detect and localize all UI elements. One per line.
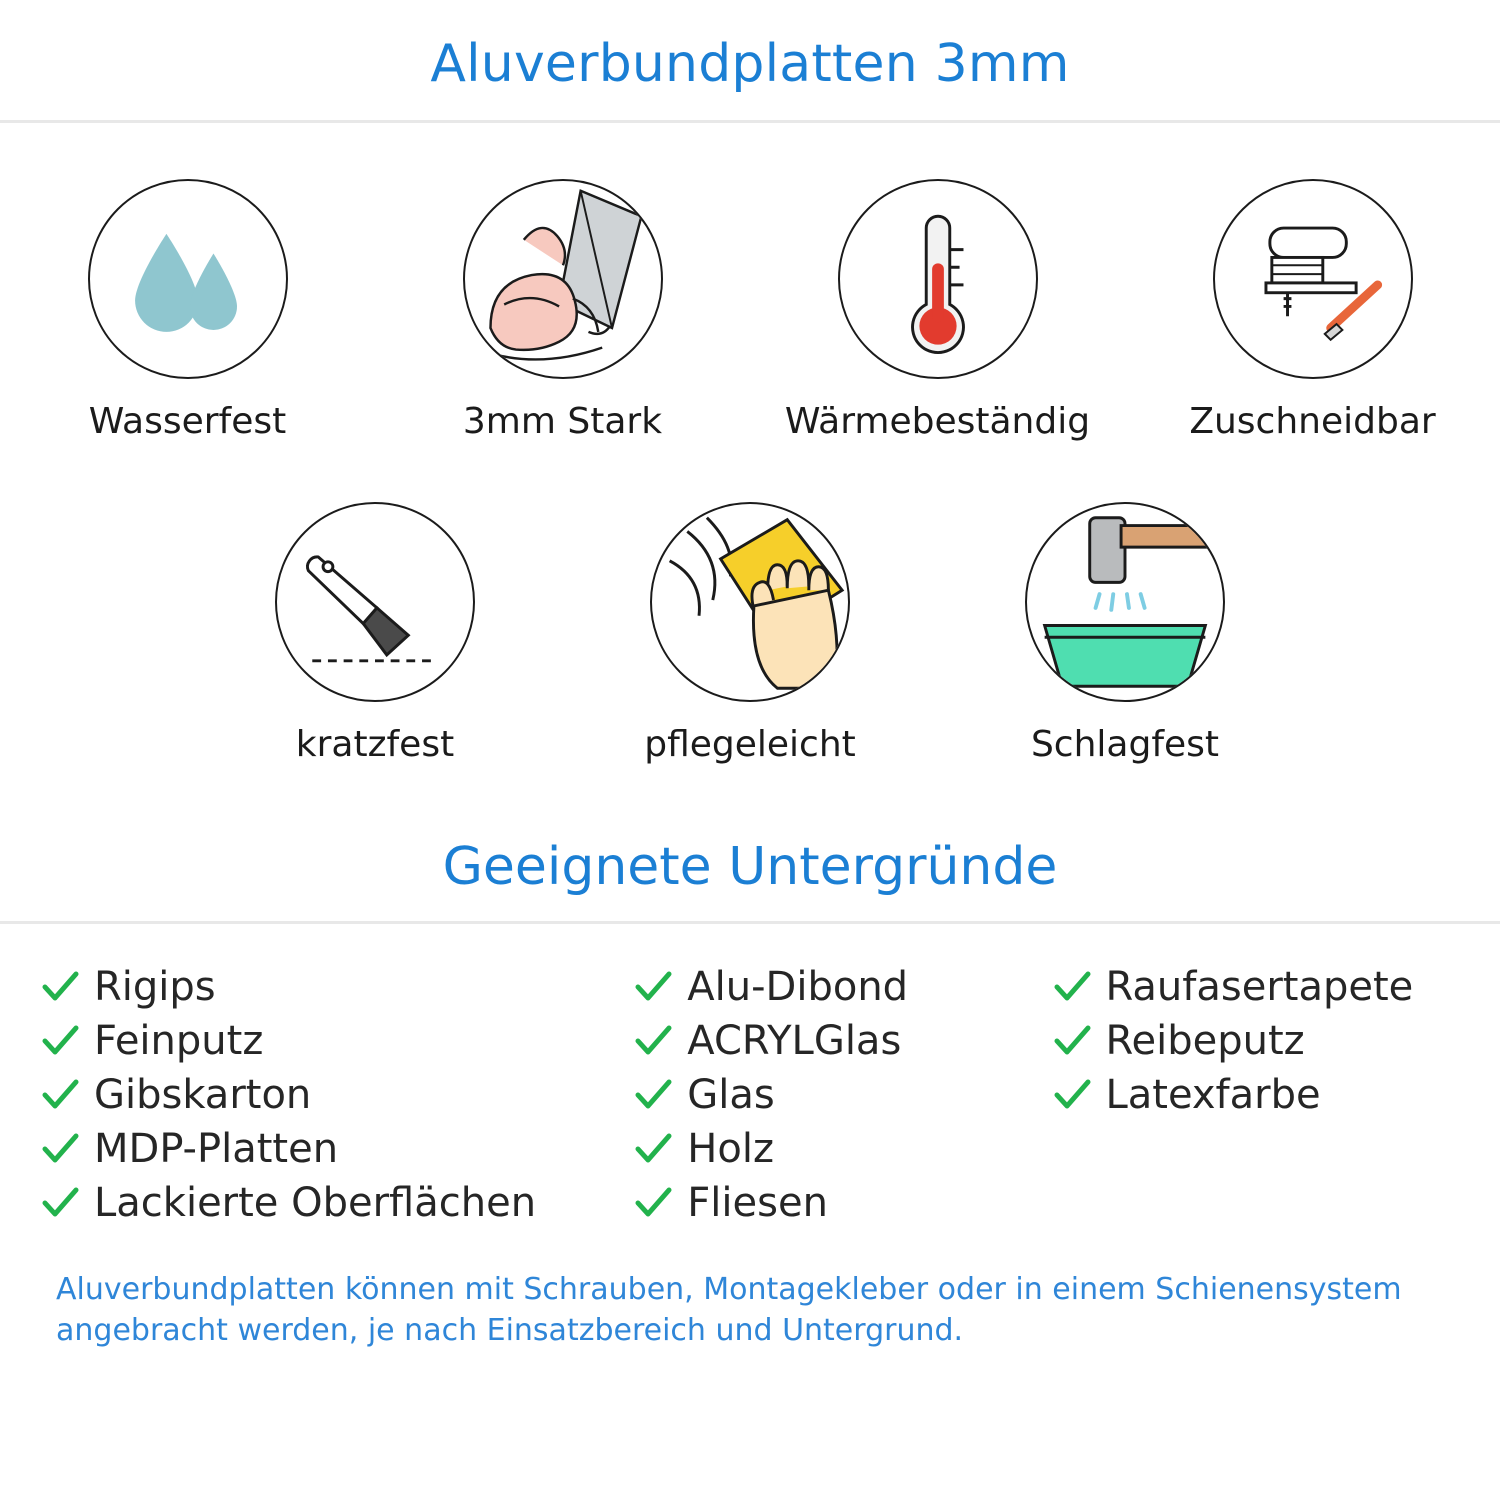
substrates-column-2 bbox=[633, 960, 1051, 1230]
list-item bbox=[633, 960, 1051, 1014]
feature-row-1 bbox=[0, 179, 1500, 442]
list-item-label: Alu-Dibond bbox=[687, 964, 909, 1010]
list-item-label: Lackierte Oberflächen bbox=[94, 1180, 537, 1226]
list-item-label: Glas bbox=[687, 1072, 775, 1118]
feature-label: Zuschneidbar bbox=[1189, 401, 1436, 442]
footnote-text: Aluverbundplatten können mit Schrauben, Montagekleber oder in einem Schienensystem angebracht werden, je nach Einsatzbereich und Untergrund. bbox=[56, 1272, 1402, 1348]
list-item bbox=[1052, 960, 1461, 1014]
feature-label: Wärmebeständig bbox=[784, 401, 1091, 442]
list-item bbox=[40, 1014, 633, 1068]
substrates-columns bbox=[0, 924, 1500, 1230]
water-drops-icon bbox=[88, 179, 288, 379]
list-item-label: Feinputz bbox=[94, 1018, 264, 1064]
check-icon bbox=[40, 967, 80, 1007]
list-item bbox=[633, 1122, 1051, 1176]
list-item-label: MDP-Platten bbox=[94, 1126, 339, 1172]
check-icon bbox=[1052, 1021, 1092, 1061]
substrates-column-1 bbox=[40, 960, 633, 1230]
check-icon bbox=[40, 1075, 80, 1115]
feature-label: pflegeleicht bbox=[644, 724, 856, 765]
check-icon bbox=[1052, 1075, 1092, 1115]
feature-3mm-stark bbox=[375, 179, 750, 442]
feature-label: 3mm Stark bbox=[462, 401, 663, 442]
feature-label: Schlagfest bbox=[1030, 724, 1220, 765]
feature-waermebestaendig bbox=[750, 179, 1125, 442]
list-item bbox=[1052, 1068, 1461, 1122]
check-icon bbox=[633, 967, 673, 1007]
check-icon bbox=[1052, 967, 1092, 1007]
feature-pflegeleicht bbox=[563, 502, 938, 765]
feature-grid bbox=[0, 123, 1500, 765]
check-icon bbox=[40, 1129, 80, 1169]
check-icon bbox=[633, 1075, 673, 1115]
substrates-title: Geeignete Untergründe bbox=[442, 837, 1058, 897]
feature-zuschneidbar bbox=[1125, 179, 1500, 442]
list-item bbox=[40, 960, 633, 1014]
check-icon bbox=[633, 1183, 673, 1223]
flexing-arm-icon bbox=[463, 179, 663, 379]
list-item-label: ACRYLGlas bbox=[687, 1018, 902, 1064]
list-item bbox=[633, 1068, 1051, 1122]
hand-wiping-cloth-icon bbox=[650, 502, 850, 702]
knife-scratch-icon bbox=[275, 502, 475, 702]
check-icon bbox=[40, 1183, 80, 1223]
feature-label: Wasserfest bbox=[88, 401, 287, 442]
list-item-label: Fliesen bbox=[687, 1180, 828, 1226]
list-item bbox=[633, 1176, 1051, 1230]
list-item bbox=[40, 1068, 633, 1122]
substrates-band bbox=[0, 831, 1500, 924]
substrates-column-3 bbox=[1052, 960, 1461, 1230]
list-item-label: Holz bbox=[687, 1126, 774, 1172]
feature-kratzfest bbox=[188, 502, 563, 765]
list-item-label: Raufasertapete bbox=[1105, 964, 1414, 1010]
list-item-label: Latexfarbe bbox=[1105, 1072, 1321, 1118]
page-title: Aluverbundplatten 3mm bbox=[430, 34, 1070, 94]
list-item bbox=[40, 1122, 633, 1176]
feature-row-2 bbox=[0, 502, 1500, 765]
feature-wasserfest bbox=[0, 179, 375, 442]
header-band bbox=[0, 0, 1500, 123]
thermometer-icon bbox=[838, 179, 1038, 379]
list-item-label: Reibeputz bbox=[1105, 1018, 1305, 1064]
list-item-label: Gibskarton bbox=[94, 1072, 312, 1118]
list-item bbox=[633, 1014, 1051, 1068]
feature-schlagfest bbox=[938, 502, 1313, 765]
check-icon bbox=[633, 1021, 673, 1061]
hammer-impact-icon bbox=[1025, 502, 1225, 702]
list-item bbox=[1052, 1014, 1461, 1068]
list-item bbox=[40, 1176, 633, 1230]
check-icon bbox=[633, 1129, 673, 1169]
feature-label: kratzfest bbox=[295, 724, 455, 765]
jigsaw-cutter-icon bbox=[1213, 179, 1413, 379]
list-item-label: Rigips bbox=[94, 964, 216, 1010]
check-icon bbox=[40, 1021, 80, 1061]
